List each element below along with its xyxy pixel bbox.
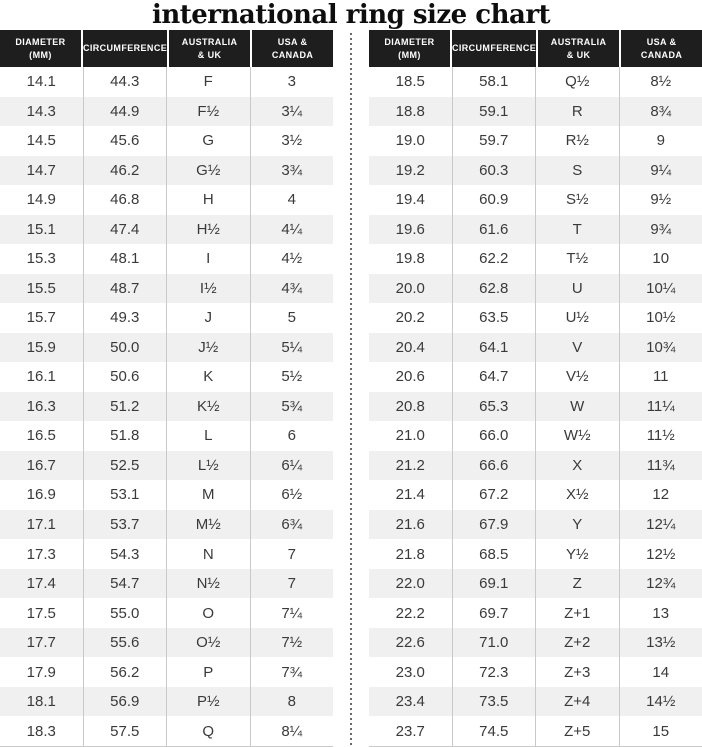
table-row: [369, 392, 702, 422]
table-cell: 15: [619, 716, 702, 746]
table-cell: J: [166, 303, 250, 333]
table-cell: 44.9: [83, 97, 167, 127]
table-cell: S: [535, 156, 619, 186]
table-cell: Z+1: [535, 598, 619, 628]
table-cell: N½: [166, 569, 250, 599]
header-line: CANADA: [271, 49, 314, 60]
table-cell: 8½: [619, 67, 702, 97]
table-cell: K: [166, 362, 250, 392]
table-cell: 20.0: [395, 279, 425, 297]
table-cell: 11½: [619, 421, 702, 451]
header-diameter: [369, 30, 450, 67]
table-cell: 44.3: [83, 67, 167, 97]
table-cell: 66.0: [452, 421, 536, 451]
table-row: [0, 185, 333, 215]
table-cell: 15.7: [26, 309, 56, 327]
header-usa-canada: [621, 30, 702, 67]
table-cell: 12: [619, 480, 702, 510]
table-cell: 14.9: [26, 191, 56, 209]
table-cell: 23.7: [395, 722, 425, 740]
table-cell: 14.5: [26, 132, 56, 150]
table-cell: 7½: [250, 628, 334, 658]
table-cell: 14.3: [26, 102, 56, 120]
table-row: [0, 333, 333, 363]
table-body-right: [369, 67, 702, 747]
table-cell: 5¼: [250, 333, 334, 363]
table-cell: L: [166, 421, 250, 451]
header-australia-uk: [169, 30, 250, 67]
table-cell: 46.2: [83, 156, 167, 186]
table-cell: 4¼: [250, 215, 334, 245]
header-line: (MM): [398, 49, 421, 60]
table-cell: 7¼: [250, 598, 334, 628]
table-cell: 48.1: [83, 244, 167, 274]
table-cell: T½: [535, 244, 619, 274]
table-cell: 57.5: [83, 716, 167, 746]
table-cell: H: [166, 185, 250, 215]
table-cell: M½: [166, 510, 250, 540]
table-cell: 22.2: [395, 604, 425, 622]
table-cell: 64.7: [452, 362, 536, 392]
table-row: [0, 244, 333, 274]
table-cell: 9¾: [619, 215, 702, 245]
table-row: [369, 421, 702, 451]
table-cell: 56.9: [83, 687, 167, 717]
table-cell: 17.1: [26, 515, 56, 533]
table-cell: 14½: [619, 687, 702, 717]
table-row: [369, 67, 702, 97]
table-cell: 9½: [619, 185, 702, 215]
table-row: [0, 451, 333, 481]
table-cell: P: [166, 657, 250, 687]
header-line: USA &: [277, 36, 308, 47]
table-cell: Q: [166, 716, 250, 746]
page-title: international ring size chart: [151, 0, 551, 30]
table-row: [0, 421, 333, 451]
table-cell: Y: [535, 510, 619, 540]
table-cell: 12¼: [619, 510, 702, 540]
table-cell: R½: [535, 126, 619, 156]
table-cell: J½: [166, 333, 250, 363]
table-cell: 21.0: [395, 427, 425, 445]
table-row: [0, 215, 333, 245]
table-cell: 71.0: [452, 628, 536, 658]
table-cell: 59.7: [452, 126, 536, 156]
table-cell: 21.2: [395, 456, 425, 474]
header-line: AUSTRALIA: [550, 36, 607, 47]
table-row: [369, 451, 702, 481]
table-cell: 54.3: [83, 539, 167, 569]
table-cell: 9: [619, 126, 702, 156]
table-cell: W: [535, 392, 619, 422]
table-cell: 53.1: [83, 480, 167, 510]
ring-table-right: [369, 30, 702, 747]
table-row: [369, 303, 702, 333]
table-cell: I½: [166, 274, 250, 304]
table-cell: 18.5: [395, 73, 425, 91]
table-cell: 15.3: [26, 250, 56, 268]
table-cell: 13½: [619, 628, 702, 658]
table-cell: 7: [250, 539, 334, 569]
table-cell: 12¾: [619, 569, 702, 599]
table-cell: 16.7: [26, 456, 56, 474]
table-cell: 11¼: [619, 392, 702, 422]
header-line: & UK: [197, 49, 222, 60]
table-cell: 8¾: [619, 97, 702, 127]
table-row: [0, 569, 333, 599]
table-row: [0, 598, 333, 628]
table-row: [369, 716, 702, 746]
table-cell: 59.1: [452, 97, 536, 127]
table-cell: 72.3: [452, 657, 536, 687]
table-cell: 22.0: [395, 575, 425, 593]
table-row: [369, 126, 702, 156]
table-row: [0, 716, 333, 746]
table-cell: 6¾: [250, 510, 334, 540]
table-cell: 67.9: [452, 510, 536, 540]
table-row: [0, 303, 333, 333]
table-cell: 61.6: [452, 215, 536, 245]
table-cell: H½: [166, 215, 250, 245]
header-line: USA &: [646, 36, 677, 47]
table-row: [0, 156, 333, 186]
table-cell: 19.6: [395, 220, 425, 238]
table-row: [369, 539, 702, 569]
table-row: [0, 97, 333, 127]
table-cell: 18.1: [26, 693, 56, 711]
table-cell: 58.1: [452, 67, 536, 97]
table-cell: Z+4: [535, 687, 619, 717]
table-cell: 10¾: [619, 333, 702, 363]
table-cell: 10½: [619, 303, 702, 333]
table-cell: 4: [250, 185, 334, 215]
table-cell: S½: [535, 185, 619, 215]
table-cell: X: [535, 451, 619, 481]
table-row: [369, 333, 702, 363]
table-cell: 73.5: [452, 687, 536, 717]
table-cell: 19.4: [395, 191, 425, 209]
table-cell: 19.8: [395, 250, 425, 268]
table-cell: 65.3: [452, 392, 536, 422]
table-cell: 49.3: [83, 303, 167, 333]
table-cell: 20.8: [395, 397, 425, 415]
table-row: [369, 244, 702, 274]
table-header-row: [0, 30, 333, 67]
table-cell: 46.8: [83, 185, 167, 215]
table-row: [369, 598, 702, 628]
table-cell: 60.3: [452, 156, 536, 186]
table-cell: 53.7: [83, 510, 167, 540]
table-cell: Z+3: [535, 657, 619, 687]
table-cell: 3: [250, 67, 334, 97]
table-cell: 54.7: [83, 569, 167, 599]
table-cell: N: [166, 539, 250, 569]
table-cell: Z: [535, 569, 619, 599]
table-cell: Y½: [535, 539, 619, 569]
table-cell: V: [535, 333, 619, 363]
table-cell: 69.1: [452, 569, 536, 599]
table-cell: 8: [250, 687, 334, 717]
header-australia-uk: [538, 30, 619, 67]
table-cell: 15.9: [26, 338, 56, 356]
table-header-row: [369, 30, 702, 67]
table-cell: 20.6: [395, 368, 425, 386]
table-row: [369, 156, 702, 186]
table-cell: 50.0: [83, 333, 167, 363]
table-cell: 50.6: [83, 362, 167, 392]
table-row: [0, 392, 333, 422]
table-cell: 15.5: [26, 279, 56, 297]
table-cell: 45.6: [83, 126, 167, 156]
table-row: [369, 569, 702, 599]
header-line: CIRCUMFERENCE: [451, 43, 537, 54]
header-circumference: [452, 30, 536, 67]
table-row: [0, 687, 333, 717]
table-cell: 11: [619, 362, 702, 392]
table-cell: V½: [535, 362, 619, 392]
table-cell: 63.5: [452, 303, 536, 333]
table-row: [369, 185, 702, 215]
table-cell: 13: [619, 598, 702, 628]
header-line: & UK: [566, 49, 591, 60]
table-cell: Q½: [535, 67, 619, 97]
tables-container: [0, 30, 702, 747]
table-cell: 60.9: [452, 185, 536, 215]
header-line: (MM): [29, 49, 52, 60]
table-cell: 6½: [250, 480, 334, 510]
table-cell: 55.6: [83, 628, 167, 658]
table-row: [0, 628, 333, 658]
table-cell: 19.2: [395, 161, 425, 179]
table-cell: 17.9: [26, 663, 56, 681]
table-cell: U½: [535, 303, 619, 333]
table-cell: 64.1: [452, 333, 536, 363]
table-cell: Z+5: [535, 716, 619, 746]
ring-table-left: [0, 30, 333, 747]
table-cell: 15.1: [26, 220, 56, 238]
table-cell: 67.2: [452, 480, 536, 510]
table-row: [0, 657, 333, 687]
table-row: [369, 274, 702, 304]
table-cell: 16.9: [26, 486, 56, 504]
table-cell: 19.0: [395, 132, 425, 150]
table-cell: 20.4: [395, 338, 425, 356]
header-circumference: [83, 30, 167, 67]
table-cell: 21.6: [395, 515, 425, 533]
table-cell: 8¼: [250, 716, 334, 746]
table-cell: L½: [166, 451, 250, 481]
header-line: DIAMETER: [15, 36, 66, 47]
table-cell: 21.4: [395, 486, 425, 504]
table-row: [0, 67, 333, 97]
table-cell: 10¼: [619, 274, 702, 304]
table-cell: X½: [535, 480, 619, 510]
table-cell: 18.8: [395, 102, 425, 120]
table-row: [369, 97, 702, 127]
table-row: [369, 480, 702, 510]
table-cell: 68.5: [452, 539, 536, 569]
table-cell: 9¼: [619, 156, 702, 186]
header-usa-canada: [252, 30, 333, 67]
table-cell: 16.3: [26, 397, 56, 415]
table-cell: 51.8: [83, 421, 167, 451]
table-cell: 17.7: [26, 634, 56, 652]
table-cell: 3¾: [250, 156, 334, 186]
table-cell: 47.4: [83, 215, 167, 245]
table-cell: 7¾: [250, 657, 334, 687]
table-cell: 14.7: [26, 161, 56, 179]
table-cell: 56.2: [83, 657, 167, 687]
table-row: [369, 362, 702, 392]
table-row: [369, 215, 702, 245]
table-cell: 23.0: [395, 663, 425, 681]
table-cell: U: [535, 274, 619, 304]
table-cell: 5: [250, 303, 334, 333]
table-row: [369, 687, 702, 717]
table-cell: 62.2: [452, 244, 536, 274]
table-row: [369, 628, 702, 658]
table-cell: 66.6: [452, 451, 536, 481]
header-line: CIRCUMFERENCE: [82, 43, 168, 54]
table-row: [369, 657, 702, 687]
table-cell: I: [166, 244, 250, 274]
table-cell: Z+2: [535, 628, 619, 658]
table-cell: 6: [250, 421, 334, 451]
table-cell: 14.1: [26, 73, 56, 91]
table-row: [0, 362, 333, 392]
table-cell: 14: [619, 657, 702, 687]
table-cell: F: [166, 67, 250, 97]
table-cell: F½: [166, 97, 250, 127]
table-row: [369, 510, 702, 540]
table-cell: 21.8: [395, 545, 425, 563]
table-cell: 22.6: [395, 634, 425, 652]
table-cell: 55.0: [83, 598, 167, 628]
header-diameter: [0, 30, 81, 67]
table-row: [0, 510, 333, 540]
table-cell: 10: [619, 244, 702, 274]
table-cell: 6¼: [250, 451, 334, 481]
table-cell: 74.5: [452, 716, 536, 746]
table-cell: 4¾: [250, 274, 334, 304]
table-cell: K½: [166, 392, 250, 422]
table-cell: 18.3: [26, 722, 56, 740]
table-cell: R: [535, 97, 619, 127]
table-cell: M: [166, 480, 250, 510]
table-cell: 17.5: [26, 604, 56, 622]
table-cell: 4½: [250, 244, 334, 274]
table-cell: 23.4: [395, 693, 425, 711]
table-row: [0, 126, 333, 156]
header-line: DIAMETER: [384, 36, 435, 47]
header-line: AUSTRALIA: [181, 36, 238, 47]
dotted-divider: [333, 30, 369, 747]
table-cell: P½: [166, 687, 250, 717]
table-cell: 11¾: [619, 451, 702, 481]
table-row: [0, 539, 333, 569]
table-cell: 51.2: [83, 392, 167, 422]
table-cell: 12½: [619, 539, 702, 569]
table-cell: W½: [535, 421, 619, 451]
table-cell: 17.4: [26, 575, 56, 593]
table-cell: G: [166, 126, 250, 156]
table-cell: 16.5: [26, 427, 56, 445]
table-cell: O½: [166, 628, 250, 658]
table-cell: T: [535, 215, 619, 245]
table-cell: 48.7: [83, 274, 167, 304]
table-cell: 20.2: [395, 309, 425, 327]
table-cell: 62.8: [452, 274, 536, 304]
table-row: [0, 274, 333, 304]
header-line: CANADA: [640, 49, 683, 60]
table-cell: 7: [250, 569, 334, 599]
table-cell: 52.5: [83, 451, 167, 481]
table-cell: 16.1: [26, 368, 56, 386]
table-cell: 69.7: [452, 598, 536, 628]
table-cell: 5¾: [250, 392, 334, 422]
table-cell: 3½: [250, 126, 334, 156]
table-cell: 3¼: [250, 97, 334, 127]
table-cell: G½: [166, 156, 250, 186]
table-cell: 5½: [250, 362, 334, 392]
table-body-left: [0, 67, 333, 747]
table-row: [0, 480, 333, 510]
table-cell: O: [166, 598, 250, 628]
table-cell: 17.3: [26, 545, 56, 563]
